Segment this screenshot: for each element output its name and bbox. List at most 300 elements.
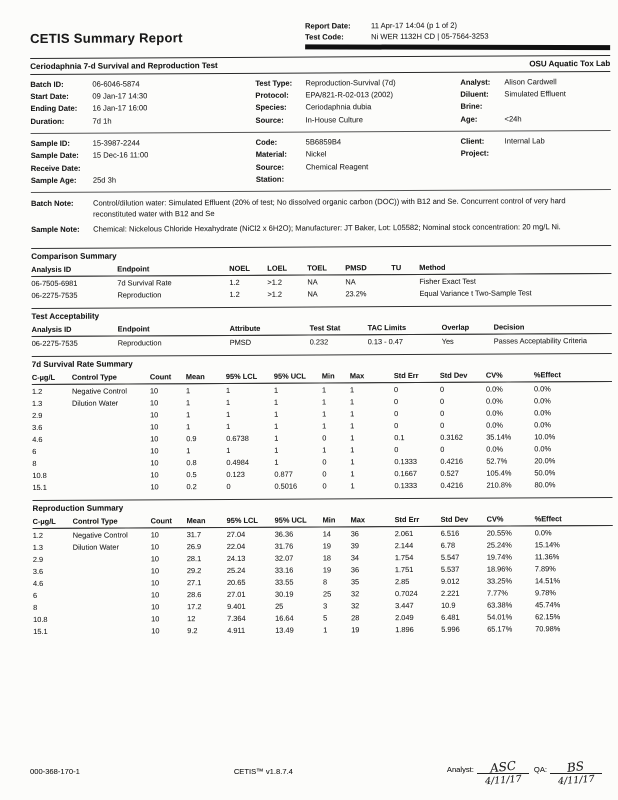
table-cell: 0	[439, 384, 445, 394]
test-acceptability-table	[32, 321, 612, 349]
report-date-label: Report Date:	[305, 21, 351, 31]
table-cell: 80.0%	[534, 479, 556, 490]
table-cell: 70.98%	[535, 623, 561, 634]
qa-signature	[550, 760, 602, 786]
batch-info-col1	[30, 78, 255, 128]
table-cell: 10	[150, 433, 159, 444]
table-cell: 3	[323, 601, 328, 611]
qa-initials: BS	[566, 759, 586, 775]
reproduction-summary-section	[33, 497, 614, 637]
column-header: Endpoint	[117, 263, 229, 276]
table-cell: 2.144	[394, 540, 414, 550]
table-cell: 5	[323, 613, 328, 623]
column-header: Std Err	[394, 370, 440, 383]
table-cell: 10	[150, 481, 159, 492]
column-header: Max	[351, 514, 395, 527]
info-field	[30, 102, 255, 115]
info-field	[460, 113, 610, 126]
field-label: Station:	[255, 174, 285, 184]
table-cell: 15.1	[32, 482, 47, 492]
info-field	[255, 101, 460, 114]
table-cell: 0.0%	[485, 384, 503, 394]
table-cell: 1	[225, 397, 231, 407]
table-cell: 45.74%	[535, 599, 561, 610]
field-value: In-House Culture	[305, 114, 363, 125]
table-cell: 33.25%	[486, 576, 513, 586]
table-cell: 20.55%	[486, 528, 512, 538]
table-cell: 18	[322, 553, 332, 563]
table-cell: 0.1333	[394, 480, 418, 490]
page-footer	[30, 760, 602, 786]
batch-info-col3	[460, 76, 610, 126]
table-cell: 6.78	[440, 540, 456, 550]
table-cell: Dilution Water	[72, 542, 119, 552]
table-cell: Negative Control	[72, 530, 128, 540]
table-cell	[391, 275, 419, 288]
table-cell: 0.0%	[486, 444, 504, 454]
table-cell: 1	[274, 457, 279, 467]
table-cell: 28.1	[186, 553, 202, 563]
qa-date: 4/11/17	[557, 773, 595, 788]
sample-note-label: Sample Note:	[31, 224, 80, 235]
info-field	[255, 113, 460, 126]
batch-note-text: Control/dilution water: Simulated Effluent (20% of test; No dissolved organic carbon (DOC)) with B12 and Se. Concurrent control of very hard reconstituted water with B12 and Se	[92, 196, 566, 219]
field-label: Project:	[460, 148, 489, 159]
table-cell: 10	[150, 445, 159, 456]
info-field	[30, 78, 255, 91]
table-cell: 33.55	[274, 577, 294, 587]
field-value: 06-6046-5874	[92, 79, 140, 89]
table-cell: 1	[349, 384, 355, 394]
table-cell: 0.2	[186, 481, 197, 491]
table-cell: 1	[186, 421, 191, 431]
table-cell: 31.7	[186, 529, 202, 539]
field-label: Code:	[255, 137, 278, 147]
table-cell: 6	[32, 446, 37, 456]
field-label: Age:	[460, 114, 478, 124]
table-cell: 25.24%	[486, 540, 512, 550]
table-cell: 1	[226, 421, 231, 431]
table-cell: 1	[273, 385, 279, 395]
analyst-label: Analyst:	[446, 765, 474, 774]
table-cell: 52.7%	[486, 456, 508, 466]
column-header: Overlap	[442, 322, 494, 335]
table-cell: 0.3162	[440, 432, 463, 442]
report-meta	[305, 19, 610, 50]
table-cell: 1	[274, 433, 279, 443]
table-cell: 1	[350, 468, 355, 478]
analyst-signature-block	[447, 760, 529, 786]
table-cell: 0	[394, 420, 399, 430]
table-cell: 1	[322, 409, 327, 419]
table-cell: 3.6	[32, 422, 43, 432]
table-cell: 0.4216	[440, 480, 464, 490]
column-header: Decision	[494, 321, 612, 334]
table-cell: 1.2	[229, 277, 240, 287]
table-cell: 32.07	[274, 553, 294, 563]
table-cell: 10.9	[441, 600, 456, 610]
column-header: Analysis ID	[32, 324, 118, 337]
table-cell: 35.14%	[486, 432, 512, 442]
table-cell: 0	[394, 408, 399, 418]
column-header: TU	[391, 262, 419, 275]
table-cell: Passes Acceptability Criteria	[493, 335, 587, 346]
survival-summary-table	[32, 369, 613, 493]
table-cell: 0	[322, 433, 327, 443]
column-header: Max	[350, 370, 394, 383]
info-field	[256, 148, 461, 161]
table-cell: 7.77%	[486, 588, 508, 598]
lab-name: OSU Aquatic Tox Lab	[529, 58, 611, 69]
qa-label: QA:	[533, 765, 547, 774]
table-cell	[73, 589, 151, 601]
column-header: Std Dev	[441, 514, 487, 527]
column-header: Count	[151, 515, 187, 528]
table-cell	[73, 625, 151, 637]
field-label: Brine:	[460, 102, 483, 112]
table-cell: 0.0%	[486, 420, 503, 430]
field-value: Internal Lab	[504, 136, 545, 146]
section-title-comparison: Comparison Summary	[31, 245, 611, 264]
table-cell: 0	[394, 444, 399, 454]
field-label: Sample Date:	[30, 151, 79, 161]
table-cell: 1	[225, 385, 231, 395]
table-cell: 19	[322, 541, 332, 551]
info-field	[255, 89, 460, 102]
table-cell: 65.17%	[487, 624, 513, 634]
table-cell: 11.36%	[534, 551, 560, 562]
table-cell: 16.64	[275, 613, 294, 623]
table-cell: 1	[185, 385, 191, 395]
table-cell: 0	[322, 457, 327, 467]
field-value: EPA/821-R-02-013 (2002)	[305, 90, 394, 100]
info-field	[31, 161, 256, 174]
table-cell: 19	[322, 565, 332, 575]
table-cell: 25	[322, 589, 332, 599]
table-cell: 1	[322, 445, 327, 455]
column-header: 95% UCL	[275, 515, 323, 528]
table-cell: 9.012	[440, 576, 460, 586]
column-header: 95% LCL	[226, 371, 274, 384]
test-code-label: Test Code:	[305, 32, 344, 42]
analyst-date: 4/11/17	[484, 773, 522, 788]
table-cell: 26.9	[186, 541, 202, 551]
table-cell: 0	[322, 481, 327, 491]
field-label: Client:	[460, 136, 485, 146]
table-cell: 6.481	[441, 612, 460, 622]
table-cell: 7.89%	[534, 563, 556, 574]
table-cell	[73, 565, 151, 577]
field-label: Species:	[255, 103, 287, 113]
software-version: CETIS™ v1.8.7.4	[233, 767, 293, 776]
table-cell: 0.0%	[534, 419, 551, 430]
table-cell: >1.2	[267, 277, 282, 287]
section-title-reproduction: Reproduction Summary	[33, 497, 613, 516]
table-cell: 8	[32, 458, 37, 468]
table-cell: 1.3	[32, 542, 44, 552]
table-cell: 0	[393, 384, 399, 394]
document-number: 000-368-170-1	[30, 767, 80, 776]
table-cell: 9.2	[187, 625, 198, 635]
table-cell: 105.4%	[486, 468, 512, 478]
info-field	[256, 160, 461, 173]
report-title: CETIS Summary Report	[30, 30, 183, 46]
table-cell: 2.9	[32, 410, 43, 420]
sample-note-text: Chemical: Nickelous Chloride Hexahydrate (NiCl2 x 6H2O); Manufacturer: JT Baker, Lot: L05582; Nominal stock concentration: 20 mg/L Ni.	[93, 222, 561, 234]
field-label: Batch ID:	[30, 79, 64, 89]
table-cell: 30.19	[274, 589, 294, 599]
table-cell: NA	[307, 277, 318, 287]
field-label: Ending Date:	[30, 104, 78, 114]
table-cell: 2.061	[394, 528, 414, 538]
field-label: Protocol:	[255, 90, 289, 100]
info-field	[460, 100, 610, 113]
table-cell: 31.76	[274, 541, 294, 551]
table-cell: 1	[350, 408, 355, 418]
table-cell: 10	[150, 409, 159, 420]
table-cell: 32	[351, 600, 360, 610]
sample-info-col2	[256, 136, 461, 186]
table-cell: 4.911	[227, 625, 246, 635]
field-label: Duration:	[30, 116, 65, 126]
table-cell: 0.8	[186, 457, 197, 467]
table-cell: 7d Survival Rate	[117, 277, 172, 288]
table-cell: 54.01%	[487, 612, 513, 622]
table-cell: 22.04	[226, 541, 246, 551]
table-cell: 10	[151, 625, 160, 636]
table-cell: 0	[322, 469, 327, 479]
table-cell: 1.754	[394, 552, 414, 562]
table-cell: 10	[150, 553, 160, 564]
table-cell: 1	[274, 409, 279, 419]
sample-info-col1	[31, 137, 256, 187]
table-cell: 15.1	[33, 626, 48, 636]
table-cell: 1	[185, 397, 191, 407]
column-header: CV%	[486, 370, 534, 383]
table-cell: 25.24	[226, 565, 246, 575]
column-header: NOEL	[229, 263, 267, 276]
table-cell: 3.447	[395, 600, 414, 610]
test-code-row	[305, 30, 610, 43]
field-label: Source:	[255, 162, 285, 172]
table-cell: 23.2%	[345, 288, 367, 299]
table-cell: 10	[151, 613, 160, 624]
table-cell: >1.2	[267, 289, 283, 299]
column-header: Test Stat	[310, 322, 368, 335]
table-row	[33, 622, 613, 637]
column-header: Analysis ID	[31, 264, 117, 277]
field-value: Simulated Effluent	[504, 89, 566, 99]
table-cell: 0.0%	[533, 383, 551, 394]
table-cell: 18.96%	[486, 564, 512, 574]
info-field	[461, 135, 611, 148]
table-cell: 0.123	[226, 469, 245, 479]
table-cell: 10	[150, 529, 159, 540]
table-cell	[72, 421, 150, 433]
info-field	[30, 114, 255, 127]
info-field	[256, 173, 461, 186]
column-header: 95% LCL	[227, 515, 275, 528]
section-title-survival: 7d Survival Rate Summary	[32, 353, 612, 372]
table-cell: 0.6738	[226, 433, 249, 443]
table-cell: 1.3	[31, 398, 43, 408]
sample-info-col3	[461, 135, 611, 185]
table-cell: 10	[150, 469, 159, 480]
table-cell: 36	[350, 564, 360, 574]
table-cell: 1.896	[395, 624, 414, 634]
table-cell: 6.516	[440, 528, 460, 538]
table-cell: 2.9	[32, 554, 44, 564]
table-cell: 9.78%	[534, 587, 556, 598]
table-cell	[72, 469, 150, 481]
table-cell: 0	[226, 481, 231, 491]
table-cell: 0.877	[274, 469, 293, 479]
info-field	[256, 136, 461, 149]
table-cell: 7.364	[227, 613, 246, 623]
notes-block	[31, 190, 611, 241]
table-cell: 4.6	[32, 434, 43, 444]
column-header: Mean	[186, 371, 226, 384]
field-value: 7d 1h	[92, 116, 112, 126]
info-field	[30, 90, 255, 103]
table-cell: 5.537	[440, 564, 460, 574]
table-cell: 1	[350, 432, 355, 442]
table-cell: 1	[350, 444, 355, 454]
table-cell: 1.2	[229, 289, 240, 299]
table-cell	[72, 457, 150, 469]
column-header: LOEL	[267, 263, 307, 276]
table-cell: 27.1	[186, 577, 202, 587]
info-field	[460, 76, 610, 89]
table-cell	[73, 553, 151, 565]
table-cell: 0.4216	[440, 456, 463, 466]
table-cell: 12	[187, 613, 196, 623]
qa-signature-block	[534, 760, 602, 786]
table-cell: 0	[440, 444, 445, 454]
table-cell: 19.74%	[486, 552, 512, 562]
table-cell	[73, 601, 151, 613]
table-cell	[72, 433, 150, 445]
table-cell: 10	[149, 397, 159, 408]
table-cell: Fisher Exact Test	[419, 276, 476, 286]
table-cell: 28	[351, 612, 360, 622]
page-content	[30, 19, 613, 637]
scan-artifact-bar	[305, 44, 610, 50]
table-cell: 8	[322, 577, 328, 587]
table-cell: Dilution Water	[71, 398, 119, 408]
table-cell: 0.1667	[394, 468, 418, 478]
table-cell: 4.6	[32, 578, 44, 588]
table-cell: 0.232	[309, 337, 329, 347]
table-cell: 0	[440, 420, 445, 430]
column-header: Control Type	[73, 516, 151, 529]
table-cell: 15.14%	[534, 539, 560, 550]
column-header: Std Err	[395, 514, 441, 527]
table-cell: 63.38%	[487, 600, 513, 610]
analyst-signature	[477, 760, 529, 786]
comparison-summary-table	[31, 261, 611, 301]
table-cell: Yes	[441, 336, 454, 346]
field-value: 15-3987-2244	[92, 138, 140, 148]
sample-note	[31, 221, 611, 235]
column-header: Std Dev	[440, 370, 486, 383]
table-cell: 0.0%	[534, 407, 551, 418]
table-cell: 5.996	[441, 624, 460, 634]
table-cell: 24.13	[226, 553, 246, 563]
table-cell: Reproduction	[117, 337, 162, 348]
field-value: 25d 3h	[92, 175, 117, 185]
table-cell: 1	[321, 397, 327, 407]
table-cell: 0.0%	[486, 408, 503, 418]
table-cell: 1.2	[32, 530, 43, 540]
column-header: C-µg/L	[32, 372, 72, 385]
report-date-value: 11 Apr-17 14:04 (p 1 of 2)	[371, 20, 458, 31]
table-cell: 8	[33, 602, 38, 612]
table-cell: 1	[322, 421, 327, 431]
table-row	[31, 286, 611, 301]
table-cell: 1	[350, 456, 355, 466]
field-label: Source:	[255, 115, 284, 125]
column-header: C-µg/L	[33, 516, 73, 529]
test-acceptability-section	[31, 305, 611, 349]
table-cell: 06-2275-7535	[31, 338, 78, 348]
info-field	[31, 137, 256, 150]
column-header: PMSD	[345, 262, 391, 275]
field-label: Test Type:	[255, 78, 293, 88]
table-cell: 0.0%	[533, 395, 551, 406]
table-cell: 10.0%	[534, 431, 556, 442]
column-header: CV%	[487, 514, 535, 527]
table-cell: Negative Control	[71, 386, 128, 396]
info-field	[255, 77, 460, 90]
table-cell: 6	[32, 590, 38, 600]
table-cell: 2.85	[394, 576, 410, 586]
table-cell: 0	[393, 396, 399, 406]
report-header	[30, 19, 610, 52]
table-cell: 10	[151, 601, 160, 612]
field-value: Chemical Reagent	[305, 161, 369, 172]
table-cell: 3.6	[32, 566, 44, 576]
table-cell	[72, 445, 150, 457]
table-cell: 06-2275-7535	[31, 290, 78, 300]
field-value: <24h	[504, 114, 522, 124]
table-cell: 19	[351, 624, 360, 634]
table-cell: 1	[186, 409, 191, 419]
field-value: 09 Jan-17 14:30	[92, 91, 148, 101]
table-cell: 210.8%	[486, 480, 512, 490]
field-value: Ceriodaphnia dubia	[305, 102, 372, 112]
table-cell: 1	[323, 625, 328, 635]
table-cell: 50.0%	[534, 467, 556, 478]
table-cell: 0.7024	[394, 588, 418, 598]
table-cell	[73, 613, 151, 625]
table-cell: 27.04	[226, 529, 246, 539]
table-cell: 0.9	[186, 433, 197, 443]
table-cell: 0.0%	[485, 396, 503, 406]
table-cell	[73, 577, 151, 589]
column-header: Method	[419, 261, 611, 275]
table-cell: 32	[350, 588, 360, 598]
table-cell: 36	[350, 528, 359, 538]
table-cell: 1	[273, 397, 279, 407]
table-cell: 34	[350, 552, 360, 562]
field-value: Alison Cardwell	[504, 77, 557, 87]
field-label: Start Date:	[30, 91, 69, 102]
table-cell	[72, 409, 150, 421]
table-cell: 1	[350, 420, 355, 430]
field-value: 16 Jan-17 16:00	[92, 103, 148, 114]
table-cell: 0	[440, 408, 445, 418]
